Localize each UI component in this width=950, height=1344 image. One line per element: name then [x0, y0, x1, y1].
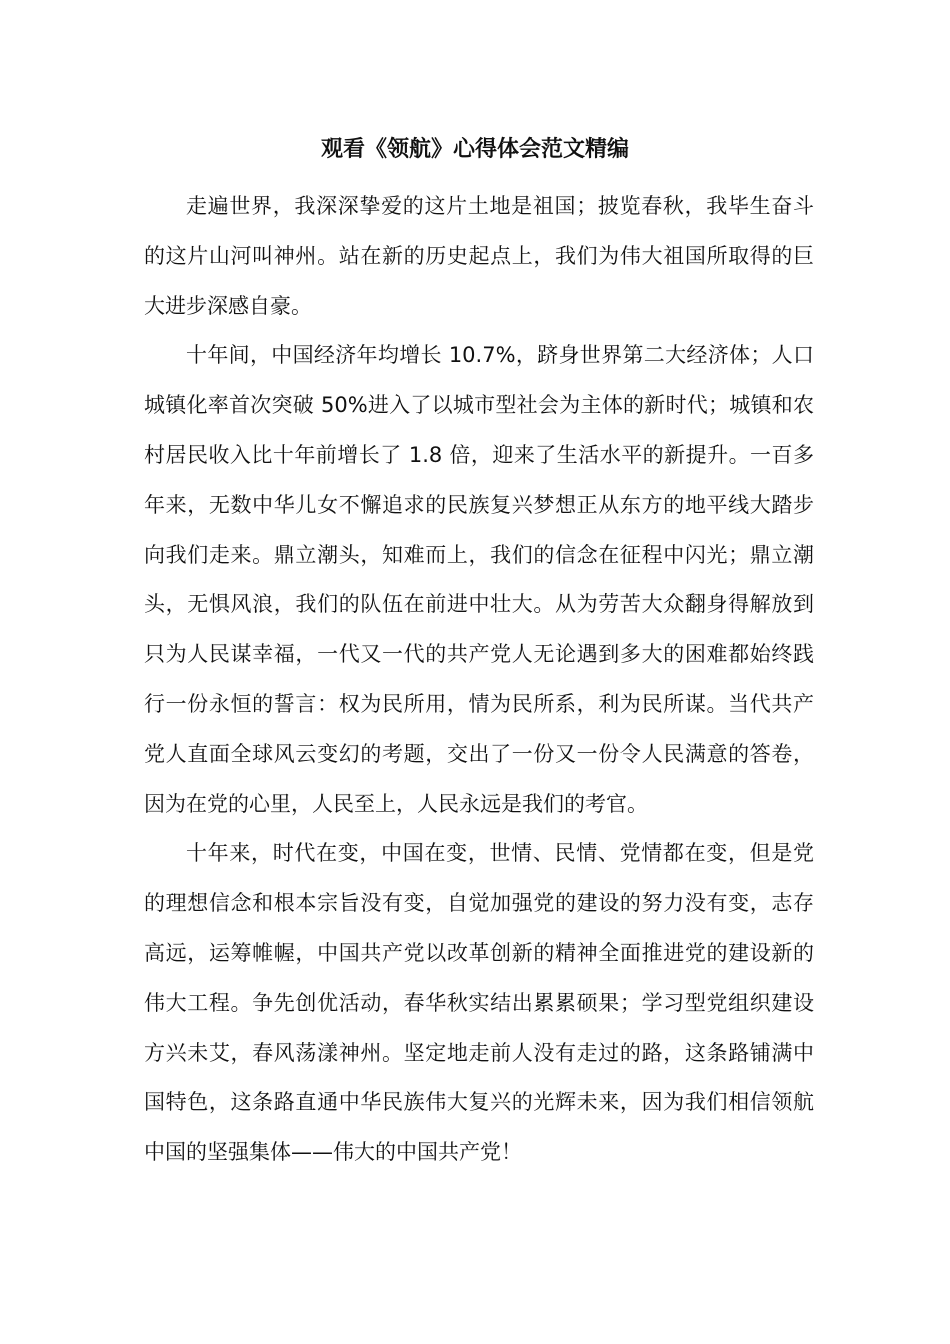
paragraph-2: 十年间，中国经济年均增长 10.7%，跻身世界第二大经济体；人口城镇化率首次突破 50%进入了以城市型社会为主体的新时代；城镇和农村居民收入比十年前增长了 1.8 倍，迎来了生活水平的新提升。一百多年来，无数中华儿女不懈追求的民族复兴梦想正从东方的地平线大踏步向我们走来。鼎立潮头，知难而上，我们的信念在征程中闪光；鼎立潮头，无惧风浪，我们的队伍在前进中壮大。从为劳苦大众翻身得解放到只为人民谋幸福，一代又一代的共产党人无论遇到多大的困难都始终践行一份永恒的誓言：权为民所用，情为民所系，利为民所谋。当代共产党人直面全球风云变幻的考题，交出了一份又一份令人民满意的答卷，因为在党的心里，人民至上，人民永远是我们的考官。	[144, 343, 814, 816]
paragraph-3: 十年来，时代在变，中国在变，世情、民情、党情都在变，但是党的理想信念和根本宗旨没有变，自觉加强党的建设的努力没有变，志存高远，运筹帷幄，中国共产党以改革创新的精神全面推进党的建设新的伟大工程。争先创优活动，春华秋实结出累累硕果；学习型党组织建设方兴未艾，春风荡漾神州。坚定地走前人没有走过的路，这条路铺满中国特色，这条路直通中华民族伟大复兴的光辉未来，因为我们相信领航中国的坚强集体——伟大的中国共产党！	[144, 841, 814, 1165]
document-body	[144, 182, 814, 1178]
document-title: 观看《领航》心得体会范文精编	[320, 137, 629, 162]
paragraph-1: 走遍世界，我深深挚爱的这片土地是祖国；披览春秋，我毕生奋斗的这片山河叫神州。站在新的历史起点上，我们为伟大祖国所取得的巨大进步深感自豪。	[144, 194, 814, 318]
